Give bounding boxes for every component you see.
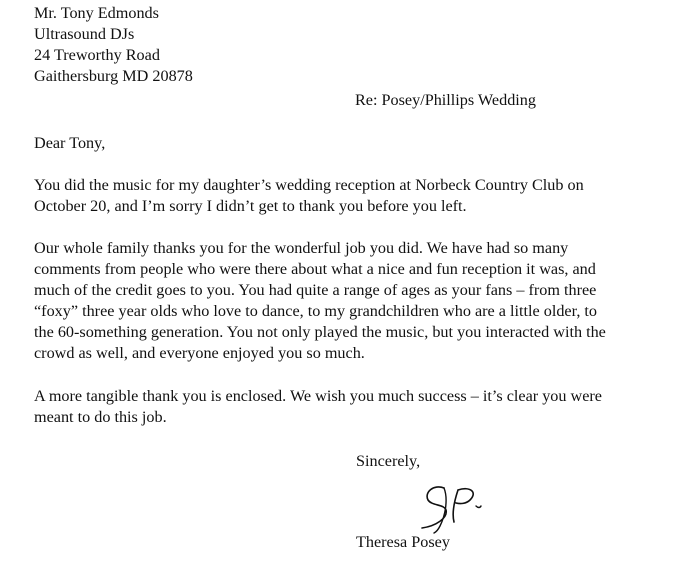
body-paragraph-1 [34,175,694,217]
paragraph-line: comments from people who were there about what a nice and fun reception it was, and [34,260,596,278]
recipient-street: 24 Treworthy Road [34,46,160,64]
body-paragraph-2 [34,238,694,364]
closing: Sincerely, [356,452,421,470]
body-paragraph-3 [34,386,694,428]
paragraph-line: much of the credit goes to you. You had quite a range of ages as your fans – from three [34,281,597,299]
recipient-name: Mr. Tony Edmonds [34,4,159,22]
salutation: Dear Tony, [34,134,106,152]
paragraph-line: meant to do this job. [34,408,167,426]
subject-line: Re: Posey/Phillips Wedding [355,91,536,109]
recipient-company: Ultrasound DJs [34,25,135,43]
recipient-city: Gaithersburg MD 20878 [34,67,193,85]
paragraph-line: October 20, and I’m sorry I didn’t get to thank you before you left. [34,197,467,215]
paragraph-line: crowd as well, and everyone enjoyed you so much. [34,344,365,362]
signer-name: Theresa Posey [356,533,450,551]
paragraph-line: A more tangible thank you is enclosed. We wish you much success – it’s clear you were [34,387,602,405]
paragraph-line: Our whole family thanks you for the wonderful job you did. We have had so many [34,239,569,257]
handwritten-signature [414,478,494,534]
paragraph-line: the 60-something generation. You not only played the music, but you interacted with the [34,323,606,341]
paragraph-line: You did the music for my daughter’s wedding reception at Norbeck Country Club on [34,176,584,194]
paragraph-line: “foxy” three year olds who love to dance, to my grandchildren who are a little older, to [34,302,598,320]
